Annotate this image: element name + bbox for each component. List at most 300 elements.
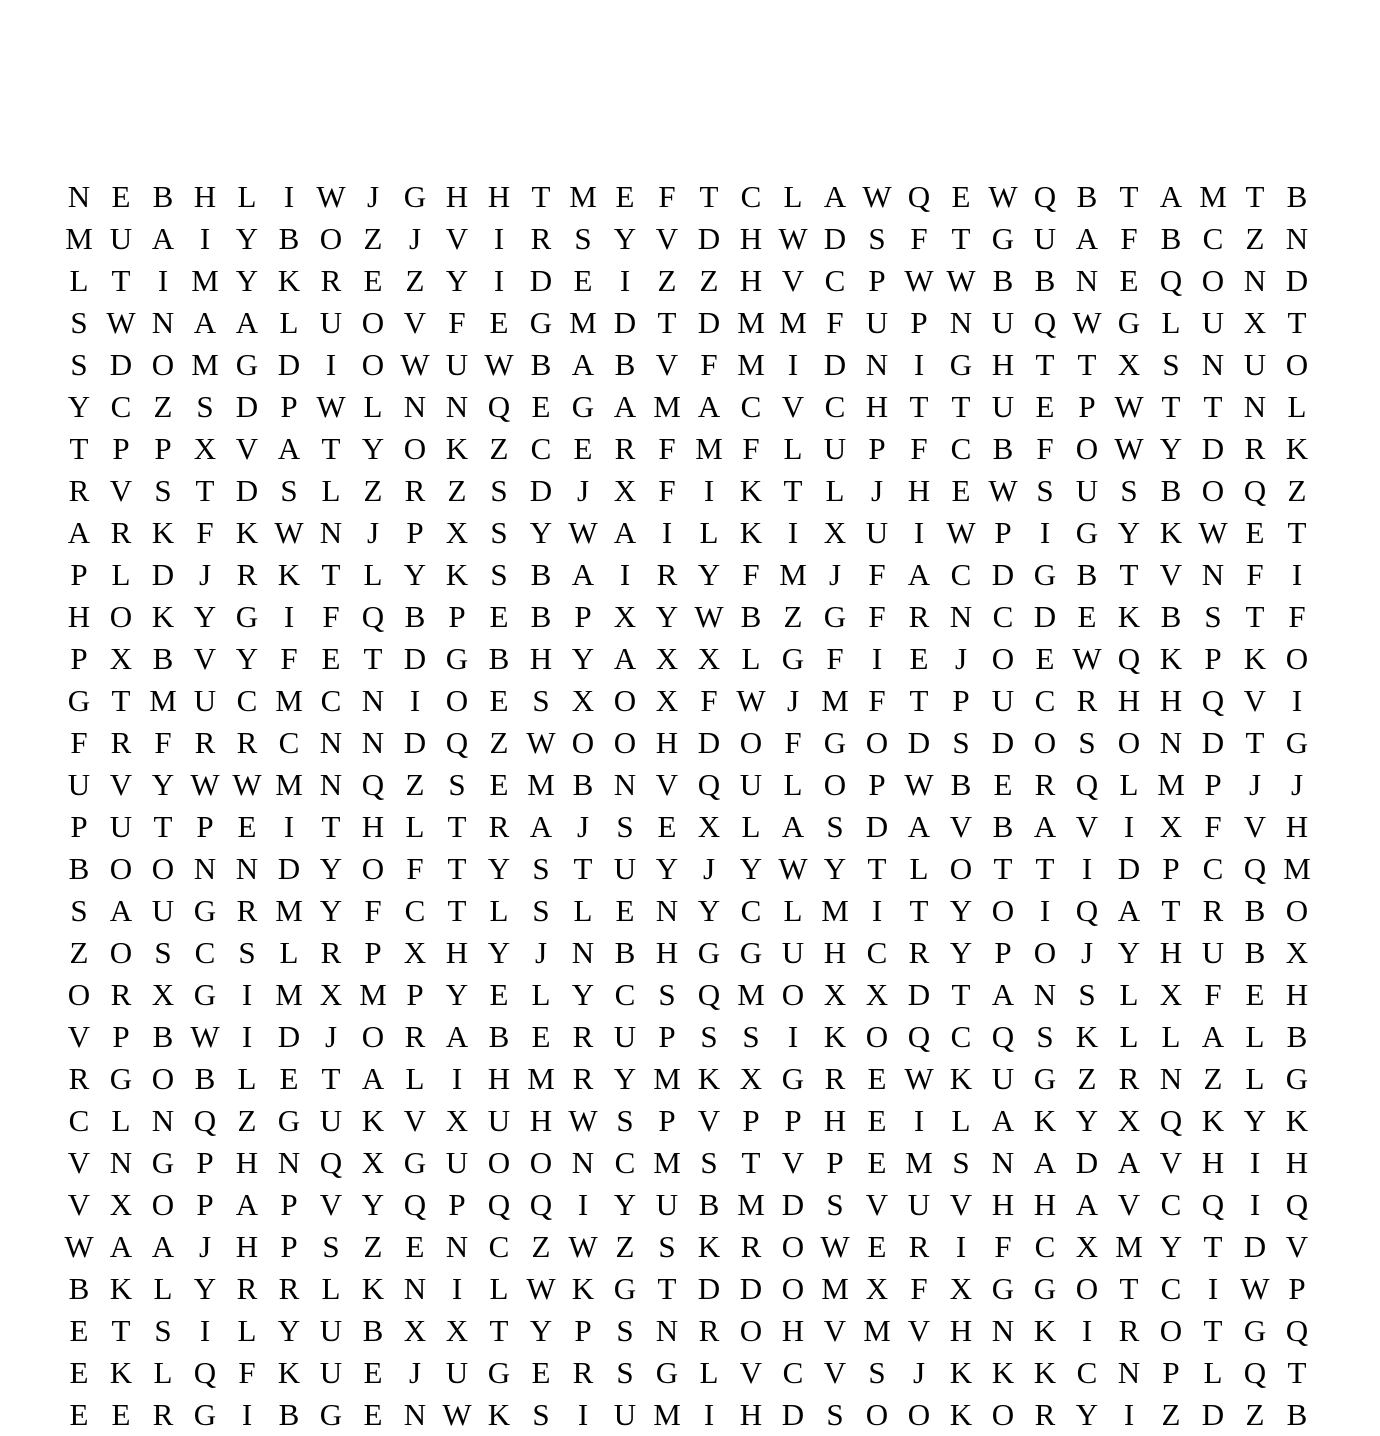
letter-cell[interactable]: D <box>1201 431 1225 466</box>
letter-cell[interactable]: O <box>1033 935 1057 970</box>
letter-cell[interactable]: A <box>1159 179 1183 214</box>
letter-cell[interactable]: D <box>151 557 175 592</box>
letter-cell[interactable]: A <box>361 1061 385 1096</box>
letter-cell[interactable]: O <box>739 1313 763 1348</box>
letter-cell[interactable]: B <box>68 851 90 886</box>
letter-cell[interactable]: F <box>448 305 466 340</box>
letter-cell[interactable]: N <box>613 767 637 802</box>
letter-cell[interactable]: P <box>952 683 970 718</box>
letter-cell[interactable]: H <box>823 935 847 970</box>
letter-cell[interactable]: Z <box>1161 1397 1181 1432</box>
letter-cell[interactable]: Y <box>655 599 679 634</box>
letter-cell[interactable]: R <box>488 809 510 844</box>
letter-cell[interactable]: O <box>1117 725 1141 760</box>
letter-cell[interactable]: R <box>68 473 90 508</box>
letter-cell[interactable]: O <box>1075 431 1099 466</box>
letter-cell[interactable]: L <box>489 893 509 928</box>
letter-cell[interactable]: B <box>530 347 552 382</box>
letter-cell[interactable]: C <box>782 1355 804 1390</box>
letter-cell[interactable]: G <box>1033 1271 1057 1306</box>
letter-cell[interactable]: N <box>865 347 889 382</box>
letter-cell[interactable]: Y <box>697 893 721 928</box>
letter-cell[interactable]: P <box>1162 1355 1180 1390</box>
letter-cell[interactable]: M <box>1115 1229 1143 1264</box>
letter-cell[interactable]: L <box>111 557 131 592</box>
letter-cell[interactable]: L <box>1287 389 1307 424</box>
letter-cell[interactable]: L <box>1119 977 1139 1012</box>
letter-cell[interactable]: I <box>619 557 631 592</box>
letter-cell[interactable]: S <box>616 809 634 844</box>
letter-cell[interactable]: C <box>110 389 132 424</box>
letter-cell[interactable]: Q <box>361 599 385 634</box>
letter-cell[interactable]: S <box>868 221 886 256</box>
letter-cell[interactable]: A <box>445 1019 469 1054</box>
letter-cell[interactable]: O <box>865 1397 889 1432</box>
letter-cell[interactable]: N <box>655 893 679 928</box>
letter-cell[interactable]: V <box>1075 809 1099 844</box>
letter-cell[interactable]: M <box>863 1313 891 1348</box>
letter-cell[interactable]: T <box>1119 1271 1139 1306</box>
letter-cell[interactable]: E <box>867 1229 887 1264</box>
letter-cell[interactable]: O <box>151 1187 175 1222</box>
letter-cell[interactable]: I <box>619 263 631 298</box>
letter-cell[interactable]: X <box>319 977 343 1012</box>
letter-cell[interactable]: K <box>1285 1103 1309 1138</box>
letter-cell[interactable]: K <box>151 515 175 550</box>
letter-cell[interactable]: F <box>994 1229 1012 1264</box>
letter-cell[interactable]: P <box>70 557 88 592</box>
letter-cell[interactable]: T <box>1203 389 1223 424</box>
letter-cell[interactable]: Z <box>1245 221 1265 256</box>
letter-cell[interactable]: T <box>1203 1229 1223 1264</box>
letter-cell[interactable]: X <box>1285 935 1309 970</box>
letter-cell[interactable]: R <box>404 473 426 508</box>
letter-cell[interactable]: A <box>1075 1187 1099 1222</box>
letter-cell[interactable]: R <box>1076 683 1098 718</box>
letter-cell[interactable]: F <box>868 599 886 634</box>
letter-cell[interactable]: F <box>1204 977 1222 1012</box>
letter-cell[interactable]: Y <box>235 221 259 256</box>
letter-cell[interactable]: K <box>739 473 763 508</box>
letter-cell[interactable]: O <box>865 725 889 760</box>
letter-cell[interactable]: V <box>1159 557 1183 592</box>
letter-cell[interactable]: L <box>825 473 845 508</box>
letter-cell[interactable]: V <box>739 1355 763 1390</box>
letter-cell[interactable]: G <box>529 305 553 340</box>
letter-cell[interactable]: L <box>1119 1019 1139 1054</box>
letter-cell[interactable]: P <box>196 1187 214 1222</box>
letter-cell[interactable]: O <box>907 1397 931 1432</box>
letter-cell[interactable]: W <box>190 767 220 802</box>
letter-cell[interactable]: W <box>904 263 934 298</box>
letter-cell[interactable]: B <box>1286 1019 1308 1054</box>
letter-cell[interactable]: O <box>991 1397 1015 1432</box>
letter-cell[interactable]: P <box>364 935 382 970</box>
letter-cell[interactable]: U <box>823 431 847 466</box>
letter-cell[interactable]: O <box>613 683 637 718</box>
letter-cell[interactable]: P <box>784 1103 802 1138</box>
letter-cell[interactable]: T <box>1119 557 1139 592</box>
letter-cell[interactable]: N <box>991 1313 1015 1348</box>
letter-cell[interactable]: R <box>1118 1061 1140 1096</box>
letter-cell[interactable]: H <box>445 935 469 970</box>
letter-cell[interactable]: H <box>487 1061 511 1096</box>
letter-cell[interactable]: H <box>445 179 469 214</box>
letter-cell[interactable]: X <box>1117 1103 1141 1138</box>
letter-cell[interactable]: G <box>193 893 217 928</box>
letter-cell[interactable]: D <box>1285 263 1309 298</box>
letter-cell[interactable]: O <box>991 893 1015 928</box>
letter-cell[interactable]: T <box>1287 515 1307 550</box>
letter-cell[interactable]: H <box>991 1187 1015 1222</box>
letter-cell[interactable]: N <box>445 1229 469 1264</box>
letter-cell[interactable]: M <box>275 893 303 928</box>
letter-cell[interactable]: R <box>908 1229 930 1264</box>
letter-cell[interactable]: M <box>821 1271 849 1306</box>
letter-cell[interactable]: N <box>445 389 469 424</box>
letter-cell[interactable]: L <box>1161 305 1181 340</box>
letter-cell[interactable]: U <box>445 347 469 382</box>
letter-cell[interactable]: I <box>283 179 295 214</box>
letter-cell[interactable]: X <box>823 515 847 550</box>
letter-cell[interactable]: W <box>64 1229 94 1264</box>
letter-cell[interactable]: N <box>319 725 343 760</box>
letter-cell[interactable]: P <box>70 641 88 676</box>
letter-cell[interactable]: V <box>655 767 679 802</box>
letter-cell[interactable]: U <box>655 1187 679 1222</box>
letter-cell[interactable]: F <box>658 431 676 466</box>
letter-cell[interactable]: V <box>109 767 133 802</box>
letter-cell[interactable]: P <box>112 1019 130 1054</box>
letter-cell[interactable]: I <box>577 1397 589 1432</box>
letter-cell[interactable]: D <box>109 347 133 382</box>
letter-cell[interactable]: J <box>366 515 380 550</box>
letter-cell[interactable]: P <box>280 1187 298 1222</box>
letter-cell[interactable]: E <box>237 809 257 844</box>
letter-cell[interactable]: N <box>1159 1061 1183 1096</box>
letter-cell[interactable]: Z <box>1245 1397 1265 1432</box>
letter-cell[interactable]: G <box>151 1145 175 1180</box>
letter-cell[interactable]: V <box>697 1103 721 1138</box>
letter-cell[interactable]: X <box>865 977 889 1012</box>
letter-cell[interactable]: K <box>109 1355 133 1390</box>
letter-cell[interactable]: E <box>69 1355 89 1390</box>
letter-cell[interactable]: K <box>277 263 301 298</box>
letter-cell[interactable]: I <box>1039 893 1051 928</box>
letter-cell[interactable]: G <box>319 1397 343 1432</box>
letter-cell[interactable]: P <box>280 1229 298 1264</box>
letter-cell[interactable]: S <box>532 893 550 928</box>
letter-cell[interactable]: H <box>991 347 1015 382</box>
letter-cell[interactable]: S <box>952 1145 970 1180</box>
letter-cell[interactable]: L <box>363 389 383 424</box>
letter-cell[interactable]: D <box>907 725 931 760</box>
letter-cell[interactable]: W <box>1198 515 1228 550</box>
letter-cell[interactable]: W <box>862 179 892 214</box>
letter-cell[interactable]: L <box>1119 767 1139 802</box>
letter-cell[interactable]: E <box>951 179 971 214</box>
letter-cell[interactable]: V <box>865 1187 889 1222</box>
letter-cell[interactable]: F <box>238 1355 256 1390</box>
letter-cell[interactable]: K <box>109 1271 133 1306</box>
letter-cell[interactable]: D <box>277 851 301 886</box>
letter-cell[interactable]: B <box>278 1397 300 1432</box>
letter-cell[interactable]: X <box>445 1103 469 1138</box>
letter-cell[interactable]: H <box>1117 683 1141 718</box>
letter-cell[interactable]: D <box>1201 1397 1225 1432</box>
letter-cell[interactable]: E <box>1245 977 1265 1012</box>
letter-cell[interactable]: K <box>445 557 469 592</box>
letter-cell[interactable]: O <box>613 725 637 760</box>
letter-cell[interactable]: J <box>198 1229 212 1264</box>
letter-cell[interactable]: Z <box>783 599 803 634</box>
letter-cell[interactable]: R <box>572 1019 594 1054</box>
letter-cell[interactable]: Y <box>949 935 973 970</box>
letter-cell[interactable]: W <box>484 347 514 382</box>
letter-cell[interactable]: K <box>1243 641 1267 676</box>
letter-cell[interactable]: S <box>826 809 844 844</box>
letter-cell[interactable]: A <box>235 1187 259 1222</box>
letter-cell[interactable]: T <box>111 683 131 718</box>
letter-cell[interactable]: M <box>1283 851 1311 886</box>
letter-cell[interactable]: Z <box>489 431 509 466</box>
letter-cell[interactable]: R <box>1034 1397 1056 1432</box>
letter-cell[interactable]: L <box>783 179 803 214</box>
letter-cell[interactable]: M <box>1199 179 1227 214</box>
letter-cell[interactable]: Q <box>1075 767 1099 802</box>
letter-cell[interactable]: Q <box>1201 683 1225 718</box>
letter-cell[interactable]: X <box>109 641 133 676</box>
letter-cell[interactable]: E <box>531 1355 551 1390</box>
letter-cell[interactable]: A <box>571 347 595 382</box>
letter-cell[interactable]: V <box>781 389 805 424</box>
letter-cell[interactable]: I <box>787 515 799 550</box>
letter-cell[interactable]: N <box>949 305 973 340</box>
letter-cell[interactable]: O <box>361 851 385 886</box>
letter-cell[interactable]: M <box>653 1145 681 1180</box>
letter-cell[interactable]: Y <box>1117 935 1141 970</box>
letter-cell[interactable]: V <box>67 1145 91 1180</box>
letter-cell[interactable]: B <box>1160 473 1182 508</box>
letter-cell[interactable]: S <box>868 1355 886 1390</box>
letter-cell[interactable]: S <box>658 1229 676 1264</box>
letter-cell[interactable]: G <box>739 935 763 970</box>
letter-cell[interactable]: M <box>821 683 849 718</box>
letter-cell[interactable]: J <box>534 935 548 970</box>
letter-cell[interactable]: U <box>1243 347 1267 382</box>
letter-cell[interactable]: G <box>991 1271 1015 1306</box>
letter-cell[interactable]: R <box>236 557 258 592</box>
letter-cell[interactable]: O <box>151 347 175 382</box>
letter-cell[interactable]: V <box>1243 809 1267 844</box>
letter-cell[interactable]: V <box>445 221 469 256</box>
letter-cell[interactable]: F <box>700 683 718 718</box>
letter-cell[interactable]: E <box>489 977 509 1012</box>
letter-cell[interactable]: O <box>361 347 385 382</box>
letter-cell[interactable]: K <box>1075 1019 1099 1054</box>
letter-cell[interactable]: B <box>1160 599 1182 634</box>
letter-cell[interactable]: U <box>445 1355 469 1390</box>
letter-cell[interactable]: B <box>194 1061 216 1096</box>
letter-cell[interactable]: B <box>488 1019 510 1054</box>
letter-cell[interactable]: O <box>361 305 385 340</box>
letter-cell[interactable]: C <box>320 683 342 718</box>
letter-cell[interactable]: U <box>613 1019 637 1054</box>
letter-cell[interactable]: W <box>106 305 136 340</box>
letter-cell[interactable]: M <box>149 683 177 718</box>
letter-cell[interactable]: R <box>1034 767 1056 802</box>
letter-cell[interactable]: X <box>193 431 217 466</box>
letter-cell[interactable]: T <box>1077 347 1097 382</box>
letter-cell[interactable]: Z <box>531 1229 551 1264</box>
letter-cell[interactable]: D <box>991 725 1015 760</box>
letter-cell[interactable]: T <box>1119 179 1139 214</box>
letter-cell[interactable]: U <box>739 767 763 802</box>
letter-cell[interactable]: S <box>1120 473 1138 508</box>
letter-cell[interactable]: U <box>109 221 133 256</box>
letter-cell[interactable]: Y <box>1075 1103 1099 1138</box>
letter-cell[interactable]: T <box>1161 389 1181 424</box>
letter-cell[interactable]: L <box>699 515 719 550</box>
letter-cell[interactable]: H <box>193 179 217 214</box>
letter-cell[interactable]: L <box>489 1271 509 1306</box>
letter-cell[interactable]: G <box>991 221 1015 256</box>
letter-cell[interactable]: J <box>1248 767 1262 802</box>
letter-cell[interactable]: V <box>403 305 427 340</box>
letter-cell[interactable]: X <box>361 1145 385 1180</box>
letter-cell[interactable]: P <box>994 935 1012 970</box>
letter-cell[interactable]: G <box>109 1061 133 1096</box>
letter-cell[interactable]: V <box>1243 683 1267 718</box>
letter-cell[interactable]: N <box>67 179 91 214</box>
letter-cell[interactable]: X <box>403 1313 427 1348</box>
letter-cell[interactable]: P <box>658 1103 676 1138</box>
letter-cell[interactable]: J <box>366 179 380 214</box>
letter-cell[interactable]: A <box>151 1229 175 1264</box>
letter-cell[interactable]: W <box>946 263 976 298</box>
letter-cell[interactable]: D <box>781 1187 805 1222</box>
letter-cell[interactable]: Q <box>1033 179 1057 214</box>
letter-cell[interactable]: I <box>577 1187 589 1222</box>
letter-cell[interactable]: H <box>655 725 679 760</box>
letter-cell[interactable]: X <box>403 935 427 970</box>
letter-cell[interactable]: W <box>988 179 1018 214</box>
letter-cell[interactable]: H <box>781 1313 805 1348</box>
letter-cell[interactable]: R <box>278 1271 300 1306</box>
letter-cell[interactable]: H <box>1285 977 1309 1012</box>
letter-cell[interactable]: Y <box>529 515 553 550</box>
letter-cell[interactable]: B <box>488 641 510 676</box>
letter-cell[interactable]: Y <box>487 935 511 970</box>
letter-cell[interactable]: C <box>992 599 1014 634</box>
letter-cell[interactable]: S <box>1078 725 1096 760</box>
letter-cell[interactable]: A <box>613 389 637 424</box>
letter-cell[interactable]: A <box>571 557 595 592</box>
letter-cell[interactable]: Y <box>235 641 259 676</box>
letter-cell[interactable]: I <box>703 1397 715 1432</box>
letter-cell[interactable]: I <box>283 809 295 844</box>
letter-cell[interactable]: S <box>238 935 256 970</box>
letter-cell[interactable]: P <box>994 515 1012 550</box>
letter-cell[interactable]: Y <box>487 851 511 886</box>
letter-cell[interactable]: M <box>653 1397 681 1432</box>
letter-cell[interactable]: G <box>1075 515 1099 550</box>
letter-cell[interactable]: K <box>1201 1103 1225 1138</box>
letter-cell[interactable]: F <box>280 641 298 676</box>
letter-cell[interactable]: H <box>739 221 763 256</box>
letter-cell[interactable]: Q <box>1075 893 1099 928</box>
letter-cell[interactable]: H <box>1285 809 1309 844</box>
letter-cell[interactable]: Q <box>1285 1313 1309 1348</box>
letter-cell[interactable]: U <box>907 1187 931 1222</box>
letter-cell[interactable]: N <box>1201 347 1225 382</box>
letter-cell[interactable]: C <box>68 1103 90 1138</box>
letter-cell[interactable]: X <box>613 599 637 634</box>
letter-cell[interactable]: O <box>781 1229 805 1264</box>
letter-cell[interactable]: K <box>1285 431 1309 466</box>
letter-cell[interactable]: G <box>67 683 91 718</box>
letter-cell[interactable]: C <box>530 431 552 466</box>
letter-cell[interactable]: H <box>739 1397 763 1432</box>
letter-cell[interactable]: P <box>658 1019 676 1054</box>
letter-cell[interactable]: K <box>277 557 301 592</box>
letter-cell[interactable]: J <box>408 221 422 256</box>
letter-cell[interactable]: W <box>316 179 346 214</box>
letter-cell[interactable]: L <box>279 305 299 340</box>
letter-cell[interactable]: K <box>991 1355 1015 1390</box>
letter-cell[interactable]: N <box>1075 263 1099 298</box>
letter-cell[interactable]: B <box>278 221 300 256</box>
letter-cell[interactable]: I <box>787 1019 799 1054</box>
letter-cell[interactable]: R <box>614 431 636 466</box>
letter-cell[interactable]: K <box>823 1019 847 1054</box>
letter-cell[interactable]: Q <box>1117 641 1141 676</box>
letter-cell[interactable]: U <box>1075 473 1099 508</box>
letter-cell[interactable]: R <box>194 725 216 760</box>
letter-cell[interactable]: S <box>196 389 214 424</box>
letter-cell[interactable]: M <box>275 977 303 1012</box>
letter-cell[interactable]: B <box>152 1019 174 1054</box>
letter-cell[interactable]: L <box>573 893 593 928</box>
letter-cell[interactable]: M <box>65 221 93 256</box>
letter-cell[interactable]: R <box>404 1019 426 1054</box>
letter-cell[interactable]: S <box>616 1313 634 1348</box>
letter-cell[interactable]: U <box>487 1103 511 1138</box>
letter-cell[interactable]: E <box>1035 389 1055 424</box>
letter-cell[interactable]: D <box>697 305 721 340</box>
letter-cell[interactable]: N <box>1117 1355 1141 1390</box>
letter-cell[interactable]: U <box>991 389 1015 424</box>
letter-cell[interactable]: X <box>655 641 679 676</box>
letter-cell[interactable]: I <box>1249 1187 1261 1222</box>
letter-cell[interactable]: R <box>740 1229 762 1264</box>
letter-cell[interactable]: Q <box>361 767 385 802</box>
letter-cell[interactable]: P <box>406 515 424 550</box>
letter-cell[interactable]: Y <box>655 851 679 886</box>
letter-cell[interactable]: B <box>992 809 1014 844</box>
letter-cell[interactable]: M <box>359 977 387 1012</box>
letter-cell[interactable]: K <box>1033 1313 1057 1348</box>
letter-cell[interactable]: Y <box>193 1271 217 1306</box>
letter-cell[interactable]: H <box>655 935 679 970</box>
letter-cell[interactable]: Q <box>1243 1355 1267 1390</box>
letter-cell[interactable]: Q <box>403 1187 427 1222</box>
letter-cell[interactable]: L <box>783 431 803 466</box>
letter-cell[interactable]: W <box>274 515 304 550</box>
letter-cell[interactable]: S <box>616 1103 634 1138</box>
letter-cell[interactable]: V <box>823 1355 847 1390</box>
letter-cell[interactable]: C <box>950 1019 972 1054</box>
